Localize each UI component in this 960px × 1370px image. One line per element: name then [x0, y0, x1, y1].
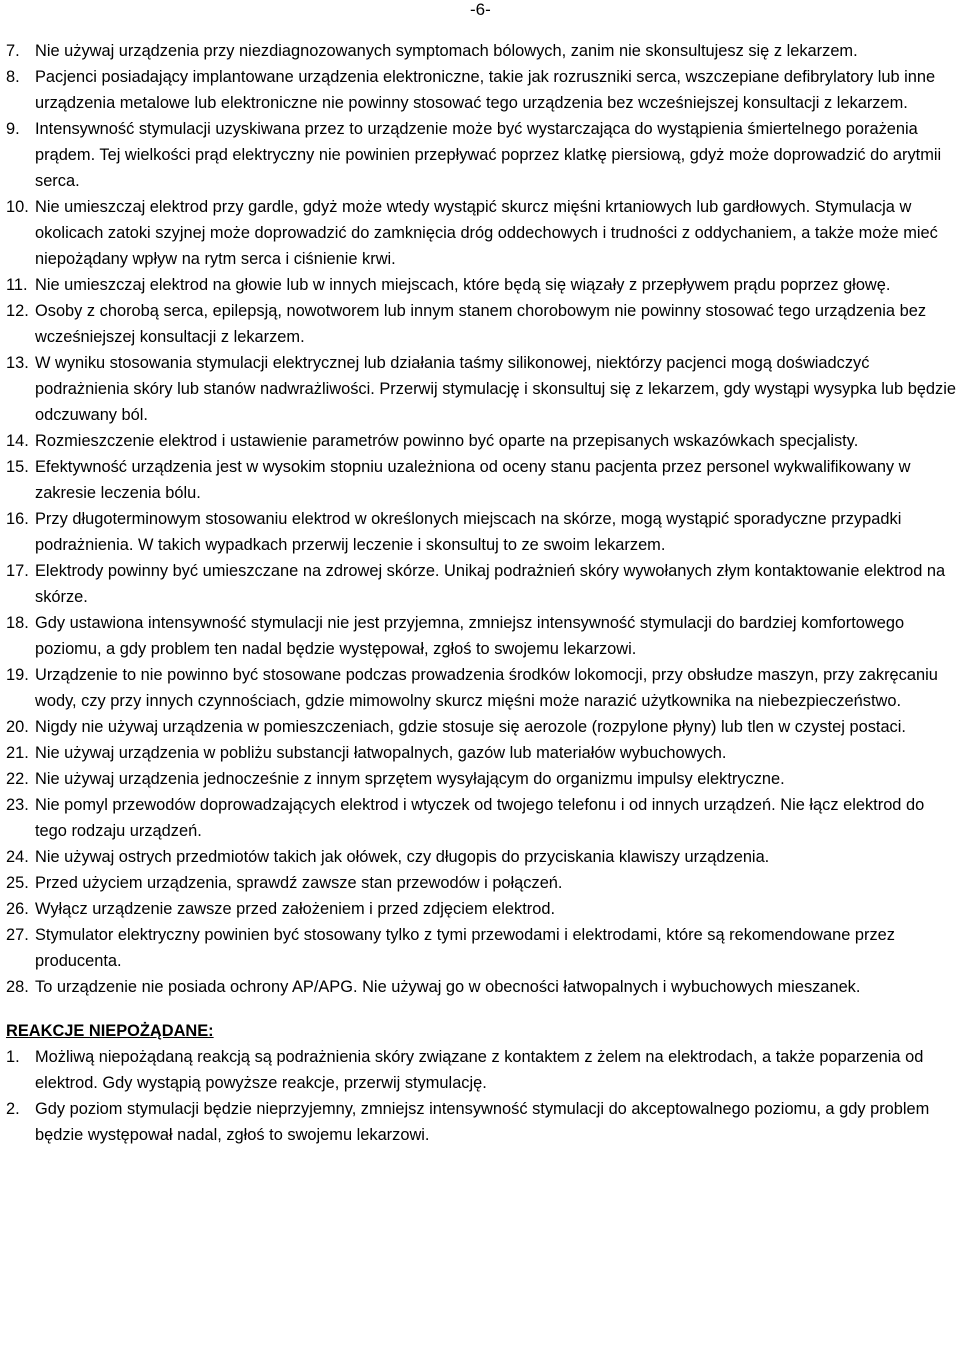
list-item-text: Nie pomyl przewodów doprowadzających elektrod i wtyczek od twojego telefonu i od innych urządzeń. Nie łącz elektrod do tego rodzaju urządzeń.: [35, 796, 925, 840]
list-item-number: 23.: [6, 796, 29, 814]
list-item: [6, 38, 958, 64]
list-item-text: Nie umieszczaj elektrod na głowie lub w innych miejscach, które będą się wiązały z przepływem prądu poprzez głowę.: [35, 276, 891, 294]
list-item-number: 19.: [6, 666, 29, 684]
list-item-text: Intensywność stymulacji uzyskiwana przez to urządzenie może być wystarczająca do wystąpienia śmiertelnego porażenia prądem. Tej wielkości prąd elektryczny nie powinien przepływać poprzez klatkę piersiową, gdyż może doprowadzić do arytmii serca.: [35, 120, 942, 190]
list-item: [6, 610, 958, 662]
list-item-number: 21.: [6, 744, 29, 762]
section-heading: REAKCJE NIEPOŻĄDANE:: [6, 1022, 214, 1040]
list-item: [6, 922, 958, 974]
list-item-number: 14.: [6, 432, 29, 450]
list-item-number: 9.: [6, 120, 20, 138]
list-item: [6, 298, 958, 350]
list-item-text: Urządzenie to nie powinno być stosowane podczas prowadzenia środków lokomocji, przy obsłudze maszyn, przy zakręcaniu wody, czy przy innych czynnościach, gdzie mimowolny skurcz mięśni może narazić użytkownika na niebezpieczeństwo.: [35, 666, 938, 710]
list-item: [6, 1044, 958, 1096]
list-item: [6, 766, 958, 792]
list-item-number: 18.: [6, 614, 29, 632]
list-item-text: Nie używaj ostrych przedmiotów takich jak ołówek, czy długopis do przyciskania klawiszy urządzenia.: [35, 848, 770, 866]
list-item: [6, 64, 958, 116]
list-item-number: 20.: [6, 718, 29, 736]
list-item-number: 24.: [6, 848, 29, 866]
list-item-number: 16.: [6, 510, 29, 528]
list-item-text: Efektywność urządzenia jest w wysokim stopniu uzależniona od oceny stanu pacjenta przez personel wykwalifikowany w zakresie leczenia bólu.: [35, 458, 911, 502]
list-item-text: Pacjenci posiadający implantowane urządzenia elektroniczne, takie jak rozruszniki serca, wszczepiane defibrylatory lub inne urządzenia metalowe lub elektroniczne nie powinny stosować tego urządzenia bez wcześniejszej konsultacji z lekarzem.: [35, 68, 936, 112]
list-item: [6, 792, 958, 844]
list-item-number: 12.: [6, 302, 29, 320]
list-item: [6, 896, 958, 922]
list-item-text: Nigdy nie używaj urządzenia w pomieszczeniach, gdzie stosuje się aerozole (rozpylone płyny) lub tlen w czystej postaci.: [35, 718, 906, 736]
list-item: [6, 844, 958, 870]
list-item-number: 2.: [6, 1100, 20, 1118]
list-item: [6, 428, 958, 454]
list-item-number: 10.: [6, 198, 29, 216]
list-item-text: Gdy ustawiona intensywność stymulacji nie jest przyjemna, zmniejsz intensywność stymulacji do bardziej komfortowego poziomu, a gdy problem ten nadal będzie występował, zgłoś to swojemu lekarzowi.: [35, 614, 905, 658]
list-item: [6, 974, 958, 1000]
list-item-text: Przed użyciem urządzenia, sprawdź zawsze stan przewodów i połączeń.: [35, 874, 563, 892]
list-item: [6, 714, 958, 740]
list-item-number: 26.: [6, 900, 29, 918]
list-item-text: Gdy poziom stymulacji będzie nieprzyjemny, zmniejsz intensywność stymulacji do akceptowalnego poziomu, a gdy problem będzie występował nadal, zgłoś to swojemu lekarzowi.: [35, 1100, 930, 1144]
list-item-text: Nie używaj urządzenia przy niezdiagnozowanych symptomach bólowych, zanim nie skonsultujesz się z lekarzem.: [35, 42, 858, 60]
list-item: [6, 558, 958, 610]
list-item-text: Nie używaj urządzenia jednocześnie z innym sprzętem wysyłającym do organizmu impulsy elektryczne.: [35, 770, 785, 788]
list-item: [6, 662, 958, 714]
list-item-text: To urządzenie nie posiada ochrony AP/APG. Nie używaj go w obecności łatwopalnych i wybuchowych mieszanek.: [35, 978, 861, 996]
list-item: [6, 870, 958, 896]
list-item-text: Osoby z chorobą serca, epilepsją, nowotworem lub innym stanem chorobowym nie powinny stosować tego urządzenia bez wcześniejszej konsultacji z lekarzem.: [35, 302, 927, 346]
list-item: [6, 1096, 958, 1148]
list-item-number: 1.: [6, 1048, 20, 1066]
list-item-number: 25.: [6, 874, 29, 892]
list-item-text: Możliwą niepożądaną reakcją są podrażnienia skóry związane z kontaktem z żelem na elektrodach, a także poparzenia od elektrod. Gdy wystąpią powyższe reakcje, przerwij stymulację.: [35, 1048, 924, 1092]
list-item-number: 27.: [6, 926, 29, 944]
list-item: [6, 454, 958, 506]
list-item-text: Nie umieszczaj elektrod przy gardle, gdyż może wtedy wystąpić skurcz mięśni krtaniowych lub gardłowych. Stymulacja w okolicach zatoki szyjnej może doprowadzić do zamknięcia dróg oddechowych i trudności z oddychaniem, a także może mieć niepożądany wpływ na rytm serca i ciśnienie krwi.: [35, 198, 938, 268]
page-number: -6-: [470, 0, 491, 19]
list-item-text: Elektrody powinny być umieszczane na zdrowej skórze. Unikaj podrażnień skóry wywołanych złym kontaktowanie elektrod na skórze.: [35, 562, 946, 606]
list-item-text: Rozmieszczenie elektrod i ustawienie parametrów powinno być oparte na przepisanych wskazówkach specjalisty.: [35, 432, 859, 450]
list-item-number: 11.: [6, 276, 28, 294]
list-item-number: 22.: [6, 770, 29, 788]
list-item-text: Nie używaj urządzenia w pobliżu substancji łatwopalnych, gazów lub materiałów wybuchowych.: [35, 744, 727, 762]
list-item-text: Przy długoterminowym stosowaniu elektrod w określonych miejscach na skórze, mogą wystąpić sporadyczne przypadki podrażnienia. W takich wypadkach przerwij leczenie i skonsultuj to ze swoim lekarzem.: [35, 510, 902, 554]
list-item: [6, 350, 958, 428]
list-item-text: Stymulator elektryczny powinien być stosowany tylko z tymi przewodami i elektrodami, które są rekomendowane przez producenta.: [35, 926, 895, 970]
list-item: [6, 740, 958, 766]
list-item-number: 8.: [6, 68, 20, 86]
list-item-number: 13.: [6, 354, 29, 372]
list-item-number: 17.: [6, 562, 29, 580]
list-item: [6, 272, 958, 298]
document-body: [6, 38, 958, 1148]
list-item-number: 28.: [6, 978, 29, 996]
list-item-number: 7.: [6, 42, 20, 60]
list-item: [6, 506, 958, 558]
list-item-text: Wyłącz urządzenie zawsze przed założeniem i przed zdjęciem elektrod.: [35, 900, 556, 918]
list-item: [6, 194, 958, 272]
list-item-text: W wyniku stosowania stymulacji elektrycznej lub działania taśmy silikonowej, niektórzy pacjenci mogą doświadczyć podrażnienia skóry lub stanów nadwrażliwości. Przerwij stymulację i skonsultuj się z lekarzem, gdy wystąpi wysypka lub będzie odczuwany ból.: [35, 354, 956, 424]
list-item: [6, 116, 958, 194]
list-item-number: 15.: [6, 458, 29, 476]
